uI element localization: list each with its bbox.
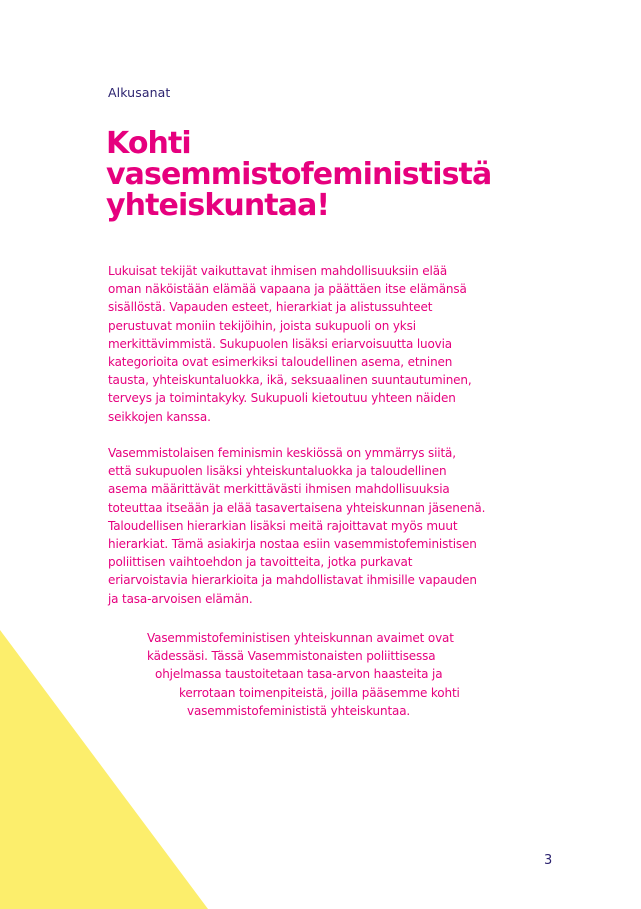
page-number: 3 — [544, 853, 553, 868]
paragraph-line: tausta, yhteiskuntaluokka, ikä, seksuaalinen suuntautuminen, — [108, 373, 472, 388]
paragraph-line: kategorioita ovat esimerkiksi taloudellinen asema, etninen — [108, 355, 453, 370]
paragraph-line: oman näköistään elämää vapaana ja päättäen itse elämänsä — [108, 282, 467, 297]
paragraph-line: hierarkiat. Tämä asiakirja nostaa esiin vasemmistofeministisen — [108, 537, 477, 552]
section-label: Alkusanat — [108, 85, 171, 100]
paragraph-line: sisällöstä. Vapauden esteet, hierarkiat ja alistussuhteet — [108, 300, 433, 315]
paragraph-line: Lukuisat tekijät vaikuttavat ihmisen mahdollisuuksiin elää — [108, 264, 448, 278]
closing-paragraph — [0, 629, 641, 720]
paragraph-line: Vasemmistolaisen feminismin keskiössä on ymmärrys siitä, — [108, 446, 456, 460]
title-line: yhteiskuntaa! — [106, 188, 330, 223]
paragraph-line: vasemmistofeminististä yhteiskuntaa. — [187, 703, 411, 718]
paragraph-line: toteuttaa itseään ja elää tasavertaisena yhteiskunnan jäsenenä. — [108, 500, 486, 515]
paragraph-line: kerrotaan toimenpiteistä, joilla pääsemme kohti — [179, 685, 460, 700]
paragraph-line: että sukupuolen lisäksi yhteiskuntaluokka ja taloudellinen — [108, 464, 447, 479]
page-title — [106, 128, 606, 221]
paragraph-line: ohjelmassa taustoitetaan tasa-arvon haasteita ja — [155, 667, 443, 682]
paragraph-line: poliittisen vaihtoehdon ja tavoitteita, jotka purkavat — [108, 555, 413, 570]
intro-paragraph — [108, 262, 472, 426]
paragraph-line: merkittävimmistä. Sukupuolen lisäksi eriarvoisuutta luovia — [108, 336, 452, 351]
title-line: vasemmistofeminististä — [106, 157, 492, 192]
paragraph-line: eriarvoistavia hierarkioita ja mahdollistavat ihmisille vapauden — [108, 573, 477, 588]
paragraph-line: asema määrittävät merkittävästi ihmisen mahdollisuuksia — [108, 482, 450, 497]
paragraph-line: seikkojen kanssa. — [108, 409, 211, 424]
title-line: Kohti — [106, 126, 191, 161]
paragraph-line: Taloudellisen hierarkian lisäksi meitä rajoittavat myös muut — [108, 518, 458, 533]
paragraph-line: terveys ja toimintakyky. Sukupuoli kietoutuu yhteen näiden — [108, 391, 456, 406]
paragraph-line: perustuvat moniin tekijöihin, joista sukupuoli on yksi — [108, 318, 416, 333]
paragraph-line: Vasemmistofeministisen yhteiskunnan avaimet ovat — [147, 631, 454, 645]
paragraph-line: ja tasa-arvoisen elämän. — [108, 591, 253, 606]
paragraph-line: kädessäsi. Tässä Vasemmistonaisten poliittisessa — [147, 649, 436, 664]
second-paragraph — [108, 444, 485, 608]
